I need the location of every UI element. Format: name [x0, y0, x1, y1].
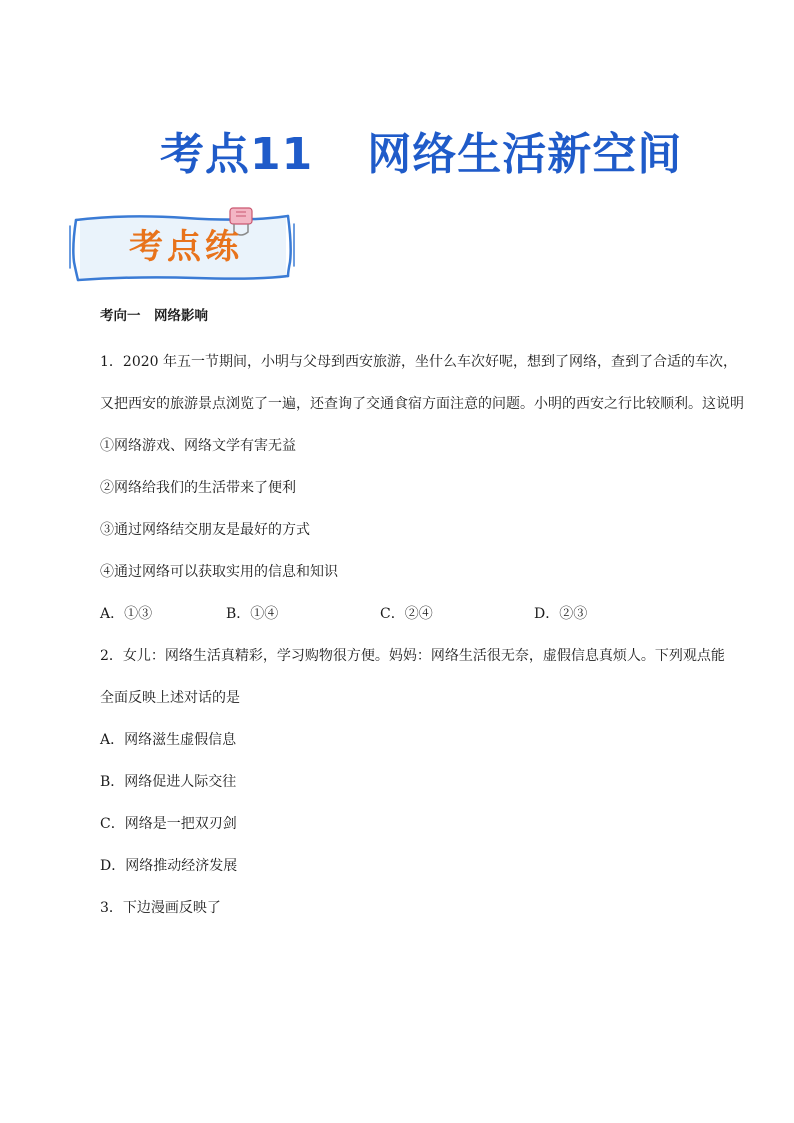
q1-stem-line2: 又把西安的旅游景点浏览了一遍，还查询了交通食宿方面注意的问题。小明的西安之行比较顺利。这说明: [100, 396, 744, 412]
title-topic: 网络生活新空间: [367, 129, 683, 180]
q2-stem-line1: 2．女儿：网络生活真精彩，学习购物很方便。妈妈：网络生活很无奈，虚假信息真烦人。下列观点能: [100, 648, 725, 664]
q1-stem-line1: 1．2020 年五一节期间，小明与父母到西安旅游，坐什么车次好呢，想到了网络，查到了合适的车次，: [100, 354, 737, 370]
q1-option-d: D．②③: [534, 606, 588, 622]
q3-stem-line1: 3．下边漫画反映了: [100, 900, 221, 916]
q1-statement-3: ③通过网络结交朋友是最好的方式: [100, 522, 310, 538]
q1-statement-2: ②网络给我们的生活带来了便利: [100, 480, 296, 496]
q2-stem-line2: 全面反映上述对话的是: [100, 690, 240, 706]
q1-statement-4: ④通过网络可以获取实用的信息和知识: [100, 564, 338, 580]
q1-option-a: A．①③: [100, 606, 153, 622]
title-number: 考点11: [160, 129, 314, 180]
section-badge: [66, 206, 296, 286]
section-heading: 考向一 网络影响: [100, 308, 208, 324]
q1-option-b: B．①④: [226, 606, 279, 622]
q1-statement-1: ①网络游戏、网络文学有害无益: [100, 438, 296, 454]
q2-option-b: B．网络促进人际交往: [100, 774, 237, 790]
q2-option-c: C．网络是一把双刃剑: [100, 816, 237, 832]
q2-option-d: D．网络推动经济发展: [100, 858, 238, 874]
badge-label: 考点练: [129, 227, 243, 267]
q1-options: [100, 604, 720, 624]
q2-option-a: A．网络滋生虚假信息: [100, 732, 237, 748]
q1-option-c: C．②④: [380, 606, 433, 622]
page-title: [160, 118, 740, 182]
